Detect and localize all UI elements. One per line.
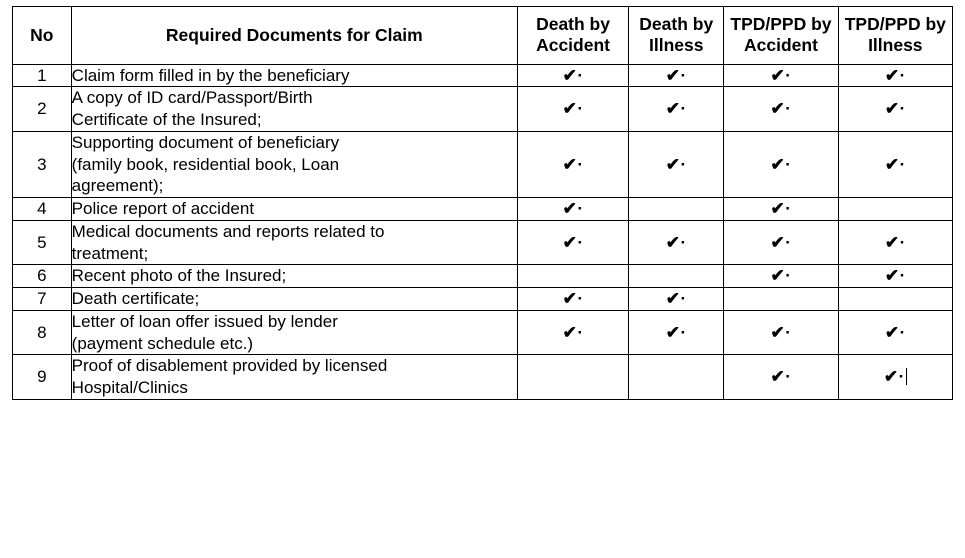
- column-header-no: No: [13, 7, 72, 65]
- row-number: 7: [13, 288, 72, 311]
- table-header: [13, 7, 953, 65]
- check-icon: ✔·: [884, 154, 906, 174]
- mark-tpd-ppd-by-accident: [724, 64, 838, 87]
- check-icon: ✔·: [665, 289, 687, 309]
- mark-tpd-ppd-by-accident: [724, 265, 838, 288]
- row-number: 3: [13, 131, 72, 197]
- document-text-line: Police report of accident: [71, 199, 255, 219]
- claim-documents-table: [12, 6, 953, 400]
- check-icon: ✔·: [665, 322, 687, 342]
- mark-tpd-ppd-by-illness: [838, 288, 952, 311]
- table-row: [13, 64, 953, 87]
- mark-tpd-ppd-by-illness: [838, 310, 952, 355]
- table-row: [13, 220, 953, 265]
- document-text-line: Death certificate;: [71, 289, 200, 309]
- mark-tpd-ppd-by-illness: [838, 220, 952, 265]
- check-icon: ✔·: [562, 289, 584, 309]
- mark-death-by-illness: [629, 288, 724, 311]
- document-text-line: Letter of loan offer issued by lender: [71, 311, 338, 331]
- table-row: [13, 310, 953, 355]
- document-text-line: agreement);: [71, 176, 164, 196]
- mark-death-by-illness: [629, 220, 724, 265]
- mark-death-by-illness: [629, 310, 724, 355]
- mark-tpd-ppd-by-accident: [724, 131, 838, 197]
- column-header-death-by-illness: Death by Illness: [629, 7, 724, 65]
- row-document-description: [71, 265, 517, 288]
- row-number: 8: [13, 310, 72, 355]
- mark-death-by-accident: [517, 198, 628, 221]
- check-icon: ✔·: [884, 232, 906, 252]
- mark-tpd-ppd-by-illness: [838, 131, 952, 197]
- check-icon: ✔·: [665, 154, 687, 174]
- mark-death-by-accident: [517, 310, 628, 355]
- mark-tpd-ppd-by-accident: [724, 220, 838, 265]
- check-icon: ✔·: [884, 99, 906, 119]
- column-header-death-by-accident: Death by Accident: [517, 7, 628, 65]
- mark-tpd-ppd-by-illness: [838, 87, 952, 132]
- mark-death-by-accident: [517, 87, 628, 132]
- check-icon: ✔·: [562, 154, 584, 174]
- mark-death-by-accident: [517, 355, 628, 400]
- check-icon: ✔·: [770, 266, 792, 286]
- row-document-description: [71, 220, 517, 265]
- row-document-description: [71, 87, 517, 132]
- check-icon: ✔·: [665, 232, 687, 252]
- column-header-tpd-ppd-by-accident: TPD/PPD by Accident: [724, 7, 838, 65]
- mark-death-by-illness: [629, 198, 724, 221]
- row-document-description: [71, 198, 517, 221]
- column-header-required-documents: Required Documents for Claim: [71, 7, 517, 65]
- check-icon: ✔·: [770, 99, 792, 119]
- check-icon: ✔·: [562, 99, 584, 119]
- row-document-description: [71, 310, 517, 355]
- mark-tpd-ppd-by-illness: [838, 198, 952, 221]
- check-icon: ✔·: [884, 322, 906, 342]
- mark-tpd-ppd-by-accident: [724, 310, 838, 355]
- mark-tpd-ppd-by-accident: [724, 198, 838, 221]
- document-text-line: (family book, residential book, Loan: [71, 154, 340, 174]
- check-icon: ✔·: [883, 367, 905, 387]
- check-icon: ✔·: [562, 322, 584, 342]
- mark-tpd-ppd-by-accident: [724, 355, 838, 400]
- document-text-line: Medical documents and reports related to: [71, 221, 385, 241]
- check-icon: ✔·: [770, 199, 792, 219]
- document-text-line: treatment;: [71, 243, 149, 263]
- column-header-tpd-ppd-by-illness: TPD/PPD by Illness: [838, 7, 952, 65]
- check-icon: ✔·: [770, 322, 792, 342]
- document-page: [0, 6, 965, 558]
- check-icon: ✔·: [770, 65, 792, 85]
- document-text-line: Certificate of the Insured;: [71, 110, 262, 130]
- row-document-description: [71, 131, 517, 197]
- row-number: 5: [13, 220, 72, 265]
- mark-death-by-illness: [629, 355, 724, 400]
- document-text-line: Proof of disablement provided by licensed: [71, 356, 388, 376]
- mark-death-by-illness: [629, 131, 724, 197]
- document-text-line: Claim form filled in by the beneficiary: [71, 65, 350, 85]
- check-icon: ✔·: [770, 367, 792, 387]
- check-icon: ✔·: [884, 65, 906, 85]
- table-header-row: [13, 7, 953, 65]
- table-row: [13, 288, 953, 311]
- document-text-line: A copy of ID card/Passport/Birth: [71, 88, 313, 108]
- document-text-line: Recent photo of the Insured;: [71, 266, 287, 286]
- row-number: 4: [13, 198, 72, 221]
- mark-death-by-accident: [517, 288, 628, 311]
- mark-death-by-illness: [629, 87, 724, 132]
- mark-death-by-accident: [517, 64, 628, 87]
- document-text-line: (payment schedule etc.): [71, 333, 254, 353]
- check-icon: ✔·: [665, 99, 687, 119]
- check-icon: ✔·: [562, 199, 584, 219]
- row-document-description: [71, 355, 517, 400]
- mark-death-by-accident: [517, 131, 628, 197]
- row-number: 6: [13, 265, 72, 288]
- row-document-description: [71, 288, 517, 311]
- check-icon: ✔·: [770, 154, 792, 174]
- table-body: [13, 64, 953, 399]
- check-icon: ✔·: [562, 65, 584, 85]
- document-text-line: Supporting document of beneficiary: [71, 132, 340, 152]
- row-number: 9: [13, 355, 72, 400]
- mark-death-by-illness: [629, 64, 724, 87]
- mark-tpd-ppd-by-illness: [838, 355, 952, 400]
- mark-tpd-ppd-by-accident: [724, 288, 838, 311]
- mark-death-by-accident: [517, 265, 628, 288]
- mark-death-by-accident: [517, 220, 628, 265]
- mark-tpd-ppd-by-illness: [838, 64, 952, 87]
- table-row: [13, 131, 953, 197]
- row-document-description: [71, 64, 517, 87]
- check-icon: ✔·: [562, 232, 584, 252]
- mark-tpd-ppd-by-illness: [838, 265, 952, 288]
- text-cursor-artifact: [906, 368, 907, 385]
- mark-death-by-illness: [629, 265, 724, 288]
- table-row: [13, 355, 953, 400]
- table-row: [13, 198, 953, 221]
- table-row: [13, 265, 953, 288]
- row-number: 1: [13, 64, 72, 87]
- document-text-line: Hospital/Clinics: [71, 378, 188, 398]
- check-icon: ✔·: [665, 65, 687, 85]
- check-icon: ✔·: [884, 266, 906, 286]
- check-icon: ✔·: [770, 232, 792, 252]
- table-row: [13, 87, 953, 132]
- row-number: 2: [13, 87, 72, 132]
- mark-tpd-ppd-by-accident: [724, 87, 838, 132]
